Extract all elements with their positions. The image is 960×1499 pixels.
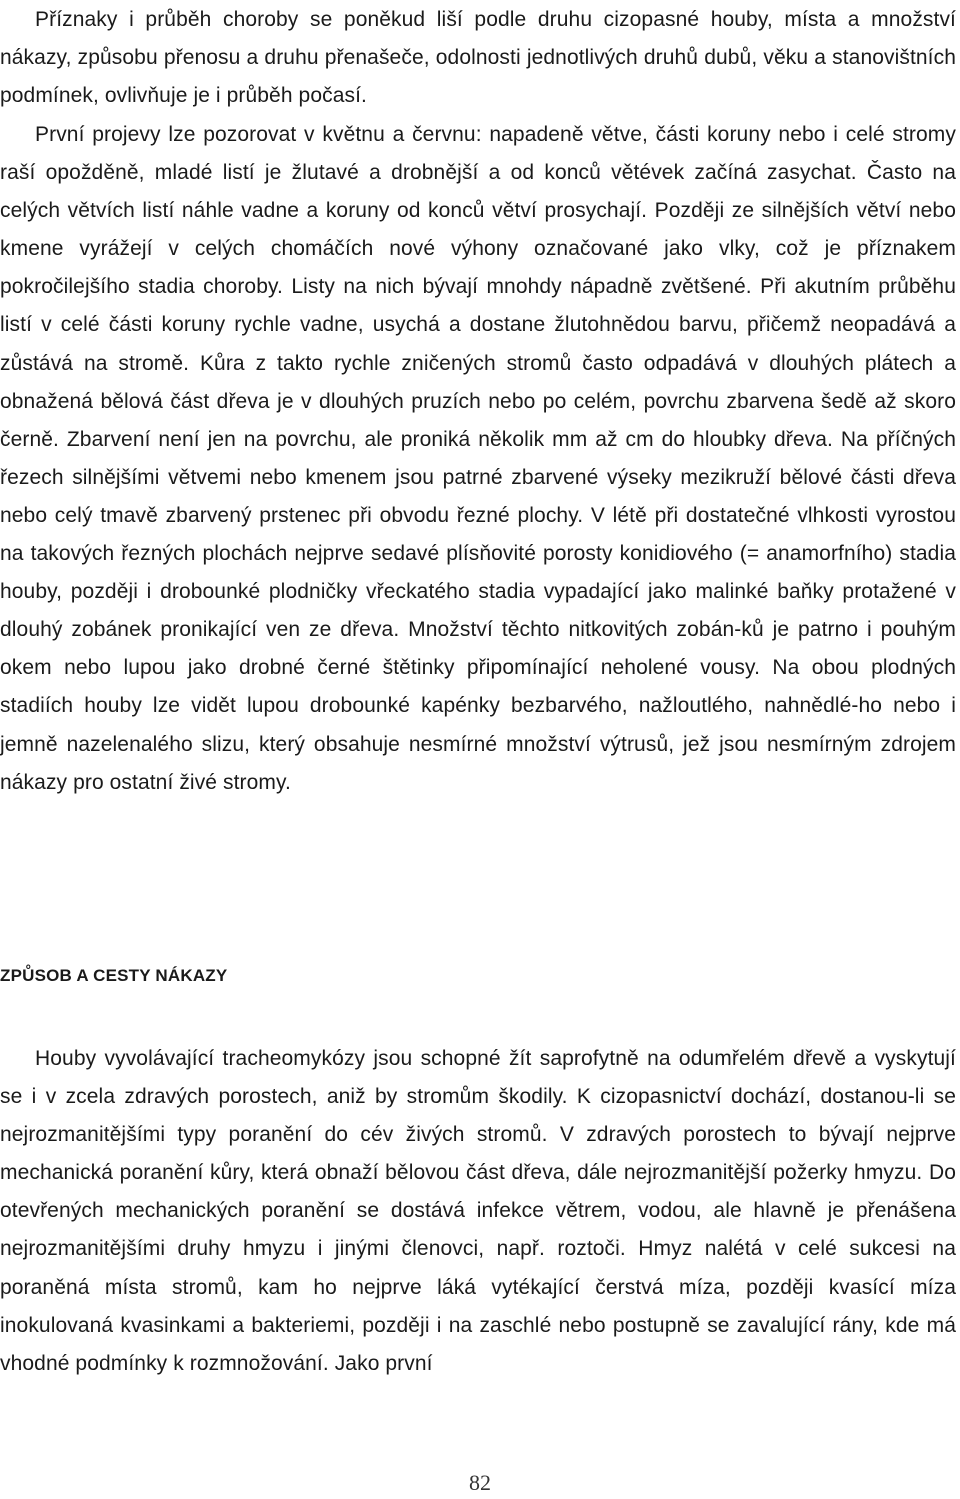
- paragraph-symptoms-intro: Příznaky i průběh choroby se poněkud liší podle druhu cizopasné houby, místa a množství nákazy, způsobu přenosu a druhu přenašeče, odolnosti jednotlivých druhů dubů, věku a stanovištních podmínek, ovlivňuje je i průběh počasí.: [0, 8, 956, 108]
- paragraph-first-symptoms: První projevy lze pozorovat v květnu a červnu: napadeně větve, části koruny nebo i celé stromy raší opožděně, mladé listí je žlutavé a drobnější a od konců větévek začíná zasychat. Často na celých větvích listí náhle vadne a koruny od konců větví prosychají. Později ze silnějších větví nebo kmene vyrážejí v celých chomáčích nové výhony označované jako vlky, což je příznakem pokročilejšího stadia choroby. Listy na nich bývají mnohdy nápadně zvětšené. Při akutním průběhu listí v celé části koruny rychle vadne, usychá a dostane žlutohnědou barvu, přičemž neopadává a zůstává na stromě. Kůra z takto rychle zničených stromů často odpadává v dlouhých plátech a obnažená bělová část dřeva je v dlouhých pruzích nebo po celém, povrchu zbarvena šedě až skoro černě. Zbarvení není jen na povrchu, ale proniká několik mm až cm do hloubky dřeva. Na příčných řezech silnějšími větvemi nebo kmenem jsou patrné zbarvené výseky mezikruží bělové části dřeva nebo celý tmavě zbarvený prstenec při obvodu řezné plochy. V létě při dostatečné vlhkosti vyrostou na takových řezných plochách nejprve sedavé plísňovité porosty konidiového (= anamorfního) stadia houby, později i drobounké plodničky vřeckatého stadia vypadající jako malinké baňky protažené v dlouhý zobánek pronikající ven ze dřeva. Množství těchto nitkovitých zobán-ků je patrno i pouhým okem nebo lupou jako drobné černé štětinky připomínající neholené vousy. Na obou plodných stadiích houby lze vidět lupou drobounké kapénky bezbarvého, nažloutlého, nahnědlé-ho nebo i jemně nazelenalého slizu, který obsahuje nesmírné množství výtrusů, jež jsou nesmírným zdrojem nákazy pro ostatní živé stromy.: [0, 123, 956, 794]
- paragraph-infection-routes: Houby vyvolávající tracheomykózy jsou schopné žít saprofytně na odumřelém dřevě a vyskytují se i v zcela zdravých porostech, aniž by stromům škodily. K cizopasnictví dochází, dostanou-li se nejrozmanitějšími typy poranění do cév živých stromů. V zdravých porostech to bývají nejprve mechanická poranění kůry, která obnaží bělovou část dřeva, dále nejrozmanitější požerky hmyzu. Do otevřených mechanických poranění se dostává infekce větrem, vodou, ale hlavně je přenášena nejrozmanitějšími druhy hmyzu i jinými členovci, např. roztoči. Hmyz nalétá v celé sukcesi na poraněná místa stromů, kam ho nejprve láká vytékající čerstvá míza, později kvasící míza inokulovaná kvasinkami a bakteriemi, později i na zaschlé nebo postupně se zavalující rány, kde má vhodné podmínky k rozmnožování. Jako první: [0, 1047, 956, 1375]
- section-heading: ZPŮSOB A CESTY NÁKAZY: [0, 966, 228, 985]
- page-number: 82: [469, 1470, 491, 1495]
